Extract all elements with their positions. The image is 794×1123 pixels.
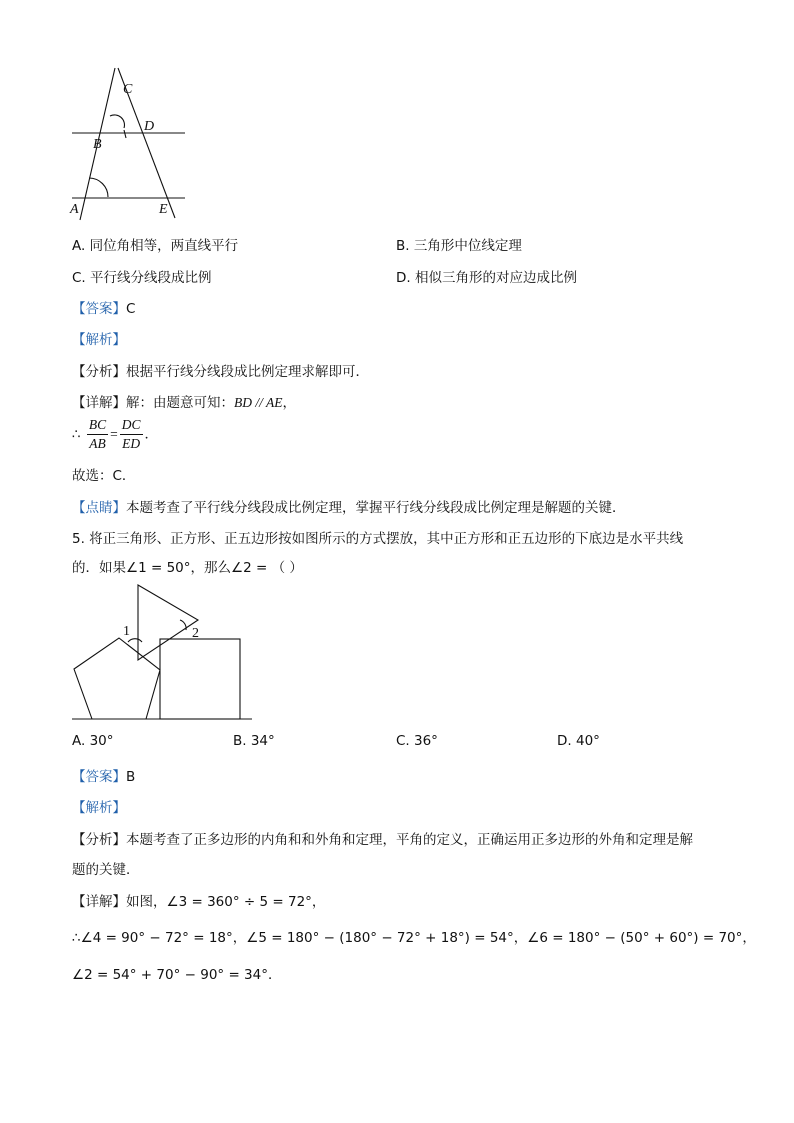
q5-xiangjie-line-2: ∴∠4 = 90° − 72° = 18°，∠5 = 180° − (180° − 72° + 18°) = 54°，∠6 = 180° − (50° + 60°) = 70°， <box>72 930 756 946</box>
square <box>160 639 240 719</box>
q4-figure <box>60 60 200 225</box>
q5-option-c: C. 36° <box>396 733 438 749</box>
q5-jiexi-label: 【解析】 <box>72 800 126 816</box>
fraction-numerator: BC <box>87 416 108 435</box>
equals-sign: = <box>110 426 118 442</box>
q5-stem-line-1: 5. 将正三角形、正方形、正五边形按如图所示的方式摆放，其中正方形和正五边形的下底边是水平共线 <box>72 531 684 547</box>
q4-option-d: D. 相似三角形的对应边成比例 <box>396 270 577 286</box>
angle-arc-a <box>89 178 108 197</box>
q5-fenxi-line-1 <box>72 828 693 848</box>
answer-label: 【答案】 <box>72 769 126 785</box>
fraction-dc-ed <box>120 416 143 453</box>
xiangjie-text: 如图，∠3 = 360° ÷ 5 = 72°， <box>126 894 326 910</box>
fenxi-text: 本题考查了正多边形的内角和和外角和定理，平角的定义，正确运用正多边形的外角和定理是解 <box>126 832 693 848</box>
equation-tail: ． <box>144 426 159 443</box>
fraction-denominator: AB <box>89 436 106 451</box>
label-c: C <box>123 82 133 97</box>
q4-option-b: B. 三角形中位线定理 <box>396 238 522 254</box>
q4-choose: 故选：C． <box>72 468 136 484</box>
angle-label-2: 2 <box>192 626 199 641</box>
parallel-statement: BD // AE <box>234 395 283 410</box>
q4-fenxi <box>72 360 369 380</box>
label-a: A <box>70 202 79 217</box>
q5-fenxi-line-2: 题的关键． <box>72 862 140 878</box>
q4-dianjing <box>72 496 626 516</box>
q5-xiangjie-line-3: ∠2 = 54° + 70° − 90° = 34°． <box>72 967 282 983</box>
q5-answer <box>72 765 135 785</box>
equilateral-triangle <box>138 585 198 660</box>
fenxi-label: 【分析】 <box>72 364 126 380</box>
label-b: B <box>93 137 102 152</box>
therefore-symbol: ∴ <box>72 426 81 443</box>
q4-option-c: C. 平行线分线段成比例 <box>72 270 212 286</box>
fenxi-text: 根据平行线分线段成比例定理求解即可． <box>126 364 369 380</box>
fraction-numerator: DC <box>120 416 143 435</box>
label-e: E <box>159 202 168 217</box>
q5-figure <box>62 580 262 725</box>
q5-stem-line-2: 的．如果∠1 = 50°，那么∠2 = （ ） <box>72 560 303 576</box>
fenxi-label: 【分析】 <box>72 832 126 848</box>
q5-option-b: B. 34° <box>233 733 275 749</box>
angle-label-1: 1 <box>123 624 130 639</box>
angle-tick-b <box>124 130 126 138</box>
dianjing-label: 【点睛】 <box>72 500 126 516</box>
q5-xiangjie-line-1 <box>72 890 325 910</box>
q5-option-d: D. 40° <box>557 733 600 749</box>
answer-label: 【答案】 <box>72 301 126 317</box>
regular-pentagon <box>74 638 160 719</box>
angle-arc-1 <box>128 639 142 642</box>
angle-arc-b <box>110 115 124 128</box>
dianjing-text: 本题考查了平行线分线段成比例定理，掌握平行线分线段成比例定理是解题的关键． <box>126 500 626 516</box>
q5-option-a: A. 30° <box>72 733 114 749</box>
xiangjie-label: 【详解】 <box>72 395 126 411</box>
fraction-denominator: ED <box>122 436 141 451</box>
parallel-tail: ， <box>282 395 296 411</box>
q4-ratio-equation <box>72 416 158 453</box>
answer-value: B <box>126 769 136 785</box>
xiangjie-label: 【详解】 <box>72 894 126 910</box>
q4-xiangjie <box>72 391 296 411</box>
q4-option-a: A. 同位角相等，两直线平行 <box>72 238 239 254</box>
answer-value: C <box>126 301 136 317</box>
q4-answer <box>72 297 135 317</box>
q4-jiexi-label: 【解析】 <box>72 332 126 348</box>
label-d: D <box>144 119 155 134</box>
fraction-bc-ab <box>87 416 108 453</box>
xiangjie-text: 解：由题意可知： <box>126 395 234 411</box>
